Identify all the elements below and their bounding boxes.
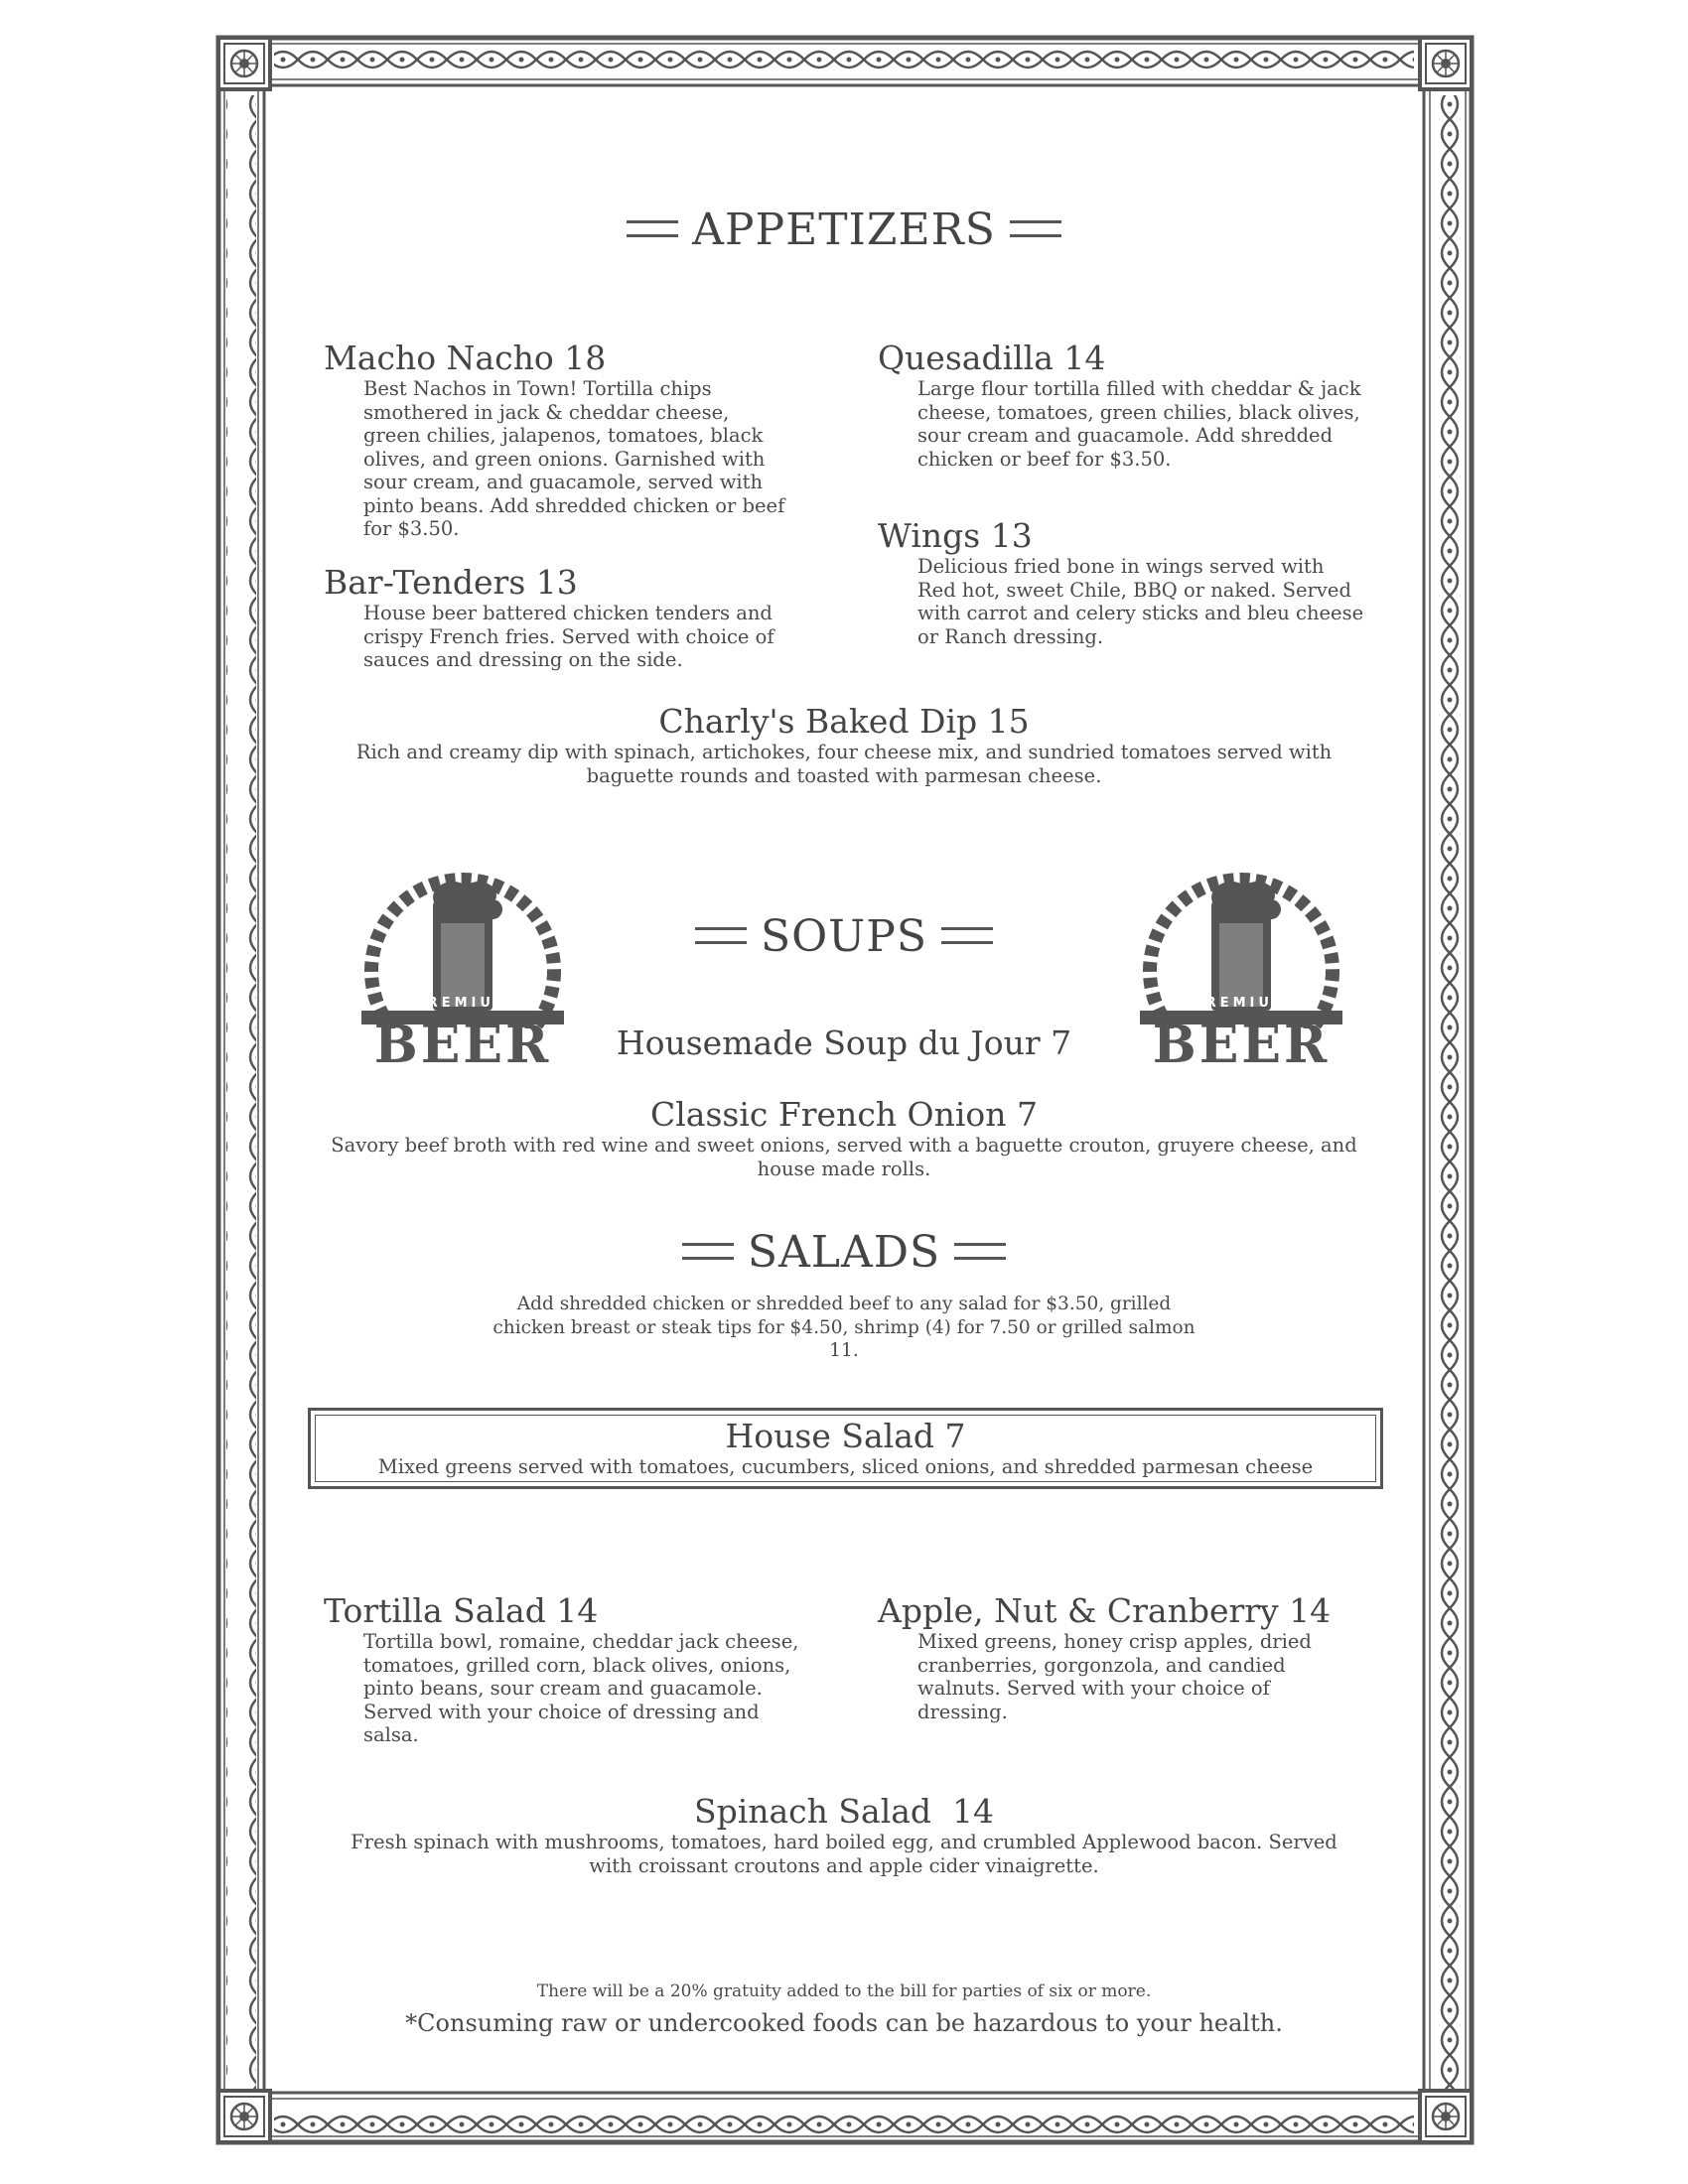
menu-item-french-onion — [328, 1096, 1360, 1180]
item-name: Classic French Onion 7 — [649, 1095, 1039, 1134]
item-name: Bar-Tenders 13 — [324, 563, 578, 602]
heading-rule-right — [1010, 220, 1061, 237]
menu-item-baked-dip — [348, 703, 1340, 787]
appetizers-heading: APPETIZERS — [0, 205, 1688, 255]
soups-heading: SOUPS — [0, 911, 1688, 962]
menu-item-wings — [878, 517, 1364, 648]
heading-rule-left — [695, 927, 747, 944]
item-description: Delicious fried bone in wings served with Red hot, sweet Chile, BBQ or naked. Served with carrot and celery sticks and bleu cheese or Ranch dressing. — [917, 555, 1364, 648]
item-description: Savory beef broth with red wine and sweet onions, served with a baguette crouton, gruyere cheese, and house made rolls. — [331, 1134, 1357, 1180]
menu-item-bar-tenders — [324, 564, 790, 672]
menu-item-spinach-salad — [328, 1793, 1360, 1877]
item-description: Best Nachos in Town! Tortilla chips smothered in jack & cheddar cheese, green chilies, jalapenos, tomatoes, black olives, and green onions. Garnished with sour cream, and guacamole, served with pinto beans. Add shredded chicken or beef for $3.50. — [363, 377, 785, 540]
salads-heading: SALADS — [0, 1227, 1688, 1278]
heading-rule-left — [627, 220, 678, 237]
item-description: Mixed greens served with tomatoes, cucumbers, sliced onions, and shredded parmesan cheese — [377, 1455, 1314, 1478]
heading-rule-right — [954, 1243, 1006, 1260]
item-description: Mixed greens, honey crisp apples, dried cranberries, gorgonzola, and candied walnuts. Served with your choice of dressing. — [917, 1630, 1312, 1723]
logo-beer-text: BEER — [1152, 1015, 1331, 1075]
health-warning: *Consuming raw or undercooked foods can be hazardous to your health. — [405, 2009, 1283, 2037]
menu-item-house-salad — [318, 1418, 1373, 1479]
item-name: Macho Nacho 18 — [324, 339, 607, 377]
heading-rule-left — [682, 1243, 734, 1260]
item-name: Housemade Soup du Jour 7 — [616, 1024, 1072, 1062]
logo-premium-text: PREMIUM — [1193, 996, 1290, 1011]
logo-beer-text: BEER — [373, 1015, 552, 1075]
item-name: Quesadilla 14 — [878, 339, 1106, 377]
menu-item-soup-du-jour — [546, 1024, 1142, 1062]
gratuity-note: There will be a 20% gratuity added to the bill for parties of six or more. — [536, 1981, 1152, 2001]
menu-item-apple-nut-cranberry — [878, 1592, 1354, 1723]
logo-premium-text: PREMIUM — [414, 996, 511, 1011]
item-name: Apple, Nut & Cranberry 14 — [878, 1591, 1332, 1630]
premium-beer-logo-left — [361, 862, 564, 1090]
premium-beer-logo-right — [1140, 862, 1342, 1090]
item-description: Rich and creamy dip with spinach, artichokes, four cheese mix, and sundried tomatoes served with baguette rounds and toasted with parmesan cheese. — [355, 741, 1333, 787]
item-name: Wings 13 — [878, 516, 1033, 555]
salad-add-ons-note: Add shredded chicken or shredded beef to any salad for $3.50, grilled chicken breast or steak tips for $4.50, shrimp (4) for 7.50 or grilled salmon 11. — [492, 1294, 1196, 1361]
item-name: House Salad 7 — [725, 1417, 966, 1455]
heading-rule-right — [941, 927, 993, 944]
menu-item-quesadilla — [878, 340, 1364, 471]
menu-item-macho-nacho — [324, 340, 790, 541]
item-description: Fresh spinach with mushrooms, tomatoes, hard boiled egg, and crumbled Applewood bacon. Served with croissant croutons and apple cider vinaigrette. — [351, 1831, 1337, 1877]
item-name: Spinach Salad 14 — [693, 1792, 995, 1831]
item-description: Tortilla bowl, romaine, cheddar jack cheese, tomatoes, grilled corn, black olives, onions, pinto beans, sour cream and guacamole. Served with your choice of dressing and salsa. — [363, 1630, 799, 1746]
item-name: Charly's Baked Dip 15 — [658, 702, 1030, 741]
item-description: Large flour tortilla filled with cheddar & jack cheese, tomatoes, green chilies, black olives, sour cream and guacamole. Add shredded chicken or beef for $3.50. — [917, 377, 1361, 471]
menu-item-tortilla-salad — [324, 1592, 800, 1747]
item-name: Tortilla Salad 14 — [324, 1591, 599, 1630]
item-description: House beer battered chicken tenders and crispy French fries. Served with choice of sauces and dressing on the side. — [363, 602, 774, 671]
